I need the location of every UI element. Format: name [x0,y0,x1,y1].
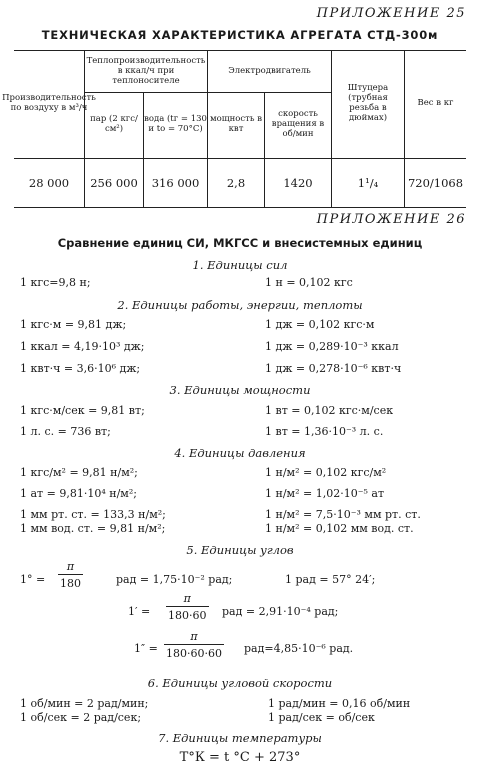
section-title-temperature: 7. Единицы температуры [158,731,322,745]
equation-left: 1 ккал = 4,19·10³ дж; [20,340,145,353]
equation-left: 1 об/сек = 2 рад/сек; [20,711,142,724]
equation-left: 1 л. с. = 736 вт; [20,425,111,438]
fraction-denominator: 180·60 [166,606,209,622]
header-motor: Электродвигатель [228,66,311,77]
minute-lhs: 1′ = [128,605,151,618]
header-heat-output: Теплопроизводительность в ккал/ч при теплоносителе [86,56,206,86]
cell-fitting: 1¹/₄ [357,176,379,190]
minute-rhs: рад = 2,91·10⁻⁴ рад; [222,605,339,618]
fraction-denominator: 180·60·60 [164,644,224,660]
table-rule-bottom [14,207,466,208]
equation-right: 1 дж = 0,278·10⁻⁶ квт·ч [265,362,402,375]
fraction-numerator: π [190,630,198,643]
cell-weight: 720/1068 [407,176,464,190]
fraction-denominator: 180 [58,574,83,590]
equation-right: 1 н = 0,102 кгс [265,276,353,289]
section-title-power: 3. Единицы мощности [169,383,311,397]
cell-steam: 256 000 [90,176,138,190]
temperature-formula: Т°К = t °С + 273° [179,750,301,765]
cell-capacity: 28 000 [28,176,70,190]
equation-left: 1 кгс/м² = 9,81 н/м²; [20,466,138,479]
table-rule-motor-split [207,92,331,93]
cell-power: 2,8 [226,176,246,190]
fraction-minute [166,592,209,622]
equation-right: 1 н/м² = 1,02·10⁻⁵ ат [265,487,385,500]
appendix-25-label: ПРИЛОЖЕНИЕ 25 [316,6,466,21]
fraction-numerator: π [66,560,75,573]
radian-in-degrees: 1 рад = 57° 24′; [285,573,376,586]
equation-right: 1 рад/сек = об/сек [268,711,375,724]
equation-right: 1 вт = 1,36·10⁻³ л. с. [265,425,384,438]
equation-left: 1 мм вод. ст. = 9,81 н/м²; [20,522,166,535]
section-title-angular-speed: 6. Единицы угловой скорости [147,676,333,690]
equation-left: 1 ат = 9,81·10⁴ н/м²; [20,487,137,500]
equation-right: 1 дж = 0,289·10⁻³ ккал [265,340,399,353]
header-water: вода (tг = 130 и tо = 70°С) [144,114,207,134]
fraction-numerator: π [183,592,191,605]
cell-water: 316 000 [151,176,200,190]
fraction-degree [58,560,83,590]
table-title: ТЕХНИЧЕСКАЯ ХАРАКТЕРИСТИКА АГРЕГАТА СТД-300м [41,28,439,42]
equation-left: 1 квт·ч = 3,6·10⁶ дж; [20,362,141,375]
equation-right: 1 н/м² = 7,5·10⁻³ мм рт. ст. [265,508,421,521]
equation-left: 1 об/мин = 2 рад/мин; [20,697,149,710]
equation-right: 1 н/м² = 0,102 кгс/м² [265,466,387,479]
equation-right: 1 вт = 0,102 кгс·м/сек [265,404,394,417]
second-lhs: 1″ = [134,642,158,655]
header-steam: пар (2 кгс/см²) [90,114,138,134]
header-fitting: Штуцера (трубная резьба в дюймах) [347,83,389,123]
equation-left: 1 кгс=9,8 н; [20,276,91,289]
equation-right: 1 дж = 0,102 кгс·м [265,318,375,331]
degree-lhs: 1° = [20,573,46,586]
equation-left: 1 кгс·м = 9,81 дж; [20,318,127,331]
equation-left: 1 кгс·м/сек = 9,81 вт; [20,404,145,417]
table-rule-header-bottom [14,158,466,159]
section-title-force: 1. Единицы сил [192,258,288,272]
table-rule-heat-split [84,92,207,93]
comparison-title: Сравнение единиц СИ, МКГСС и внесистемных единиц [57,236,423,250]
header-power: мощность в квт [210,114,262,134]
header-weight: Вес в кг [417,98,454,109]
equation-right: 1 н/м² = 0,102 мм вод. ст. [265,522,414,535]
degree-rhs: рад = 1,75·10⁻² рад; [116,573,233,586]
second-rhs: рад=4,85·10⁻⁶ рад. [244,642,354,655]
header-capacity: Производительность по воздуху в м³/ч [2,93,96,113]
appendix-26-label: ПРИЛОЖЕНИЕ 26 [316,212,466,227]
equation-left: 1 мм рт. ст. = 133,3 н/м²; [20,508,166,521]
section-title-pressure: 4. Единицы давления [174,446,306,460]
table-rule-top [14,50,466,51]
cell-speed: 1420 [283,176,313,190]
equation-right: 1 рад/мин = 0,16 об/мин [268,697,411,710]
fraction-second [164,630,224,660]
header-speed: скорость вращения в об/мин [271,109,325,139]
section-title-work: 2. Единицы работы, энергии, теплоты [117,298,363,312]
section-title-angles: 5. Единицы углов [186,543,294,557]
